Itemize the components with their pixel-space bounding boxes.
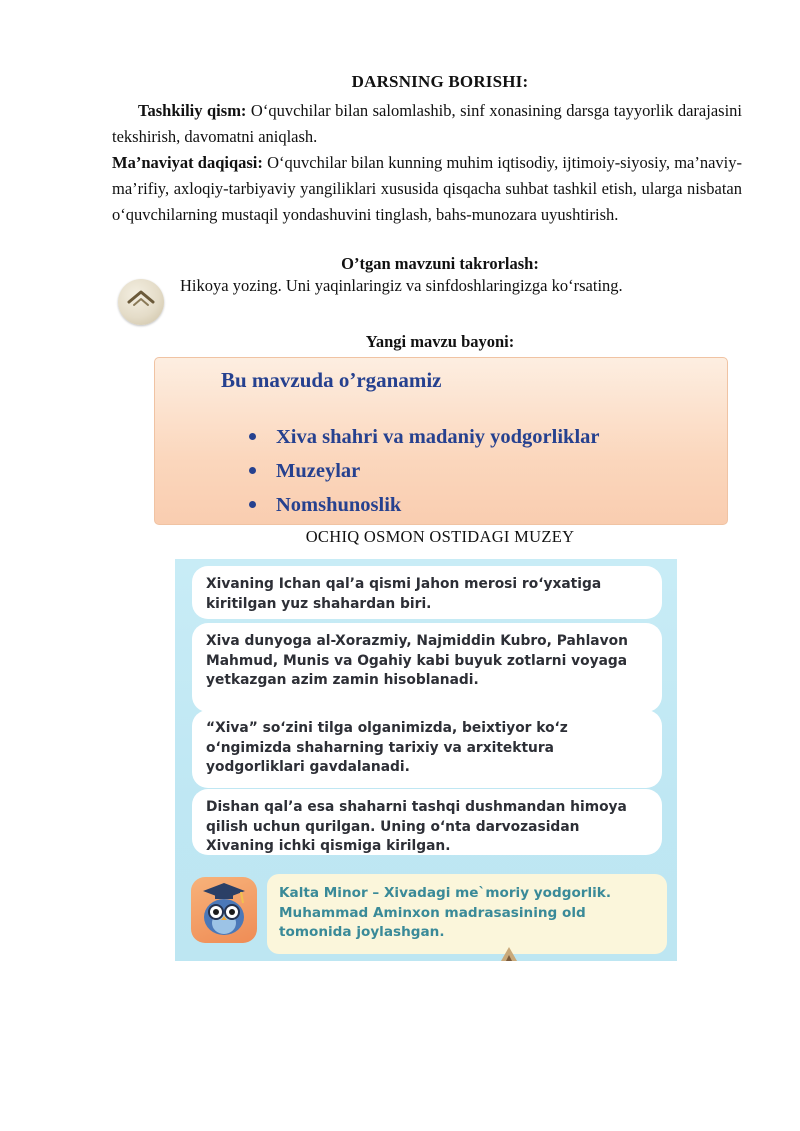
banner-item [249,490,600,524]
bullet-icon [249,433,256,440]
banner-item-label: Nomshunoslik [276,494,402,516]
banner-list [249,422,600,524]
organizational-paragraph [112,98,742,150]
review-heading: O’tgan mavzuni takrorlash: [341,254,539,273]
banner-item-label: Muzeylar [276,460,361,482]
pencil-icon [499,947,519,961]
review-task: Hikoya yozing. Uni yaqinlaringiz va sinfdoshlaringizga ko‘rsating. [180,276,623,295]
owl-icon [191,877,257,943]
banner-item-label: Xiva shahri va madaniy yodgorliklar [276,426,600,448]
khiva-illustration [175,559,677,961]
banner-title: Bu mavzuda o’rganamiz [221,368,442,392]
museum-heading: OCHIQ OSMON OSTIDAGI MUZEY [305,527,575,546]
organizational-label: Tashkiliy qism: [138,101,247,120]
new-topic-heading: Yangi mavzu bayoni: [365,332,515,351]
info-bubble: Dishan qal’a esa shaharni tashqi dushmandan himoya qilish uchun qurilgan. Uning o‘nta darvozasidan Xivaning ichki qismiga kirilgan. [192,789,662,855]
banner-item [249,422,600,456]
graduation-cap-icon [118,279,164,325]
bullet-icon [249,467,256,474]
info-bubble: Xiva dunyoga al-Xorazmiy, Najmiddin Kubro, Pahlavon Mahmud, Munis va Ogahiy kabi buyuk zotlarni voyaga yetkazgan azim zamin hisoblanadi. [192,623,662,712]
info-bubble: “Xiva” so‘zini tilga olganimizda, beixtiyor ko‘z o‘ngimizda shaharning tarixiy va arxitektura yodgorliklari gavdalanadi. [192,710,662,788]
spiritual-paragraph [112,150,742,228]
spiritual-label: Ma’naviyat daqiqasi: [112,153,263,172]
bullet-icon [249,501,256,508]
topic-banner [154,357,728,525]
banner-item [249,456,600,490]
lesson-heading: DARSNING BORISHI: [351,72,529,91]
kalta-minor-note: Kalta Minor – Xivadagi me`moriy yodgorlik. Muhammad Aminxon madrasasining old tomonida joylashgan. [267,874,667,954]
organizational-text: O‘quvchilar bilan salomlashib, sinf xonasining darsga tayyorlik darajasini tekshirish, davomatni aniqlash. [112,101,742,146]
spiritual-text: O‘quvchilar bilan kunning muhim iqtisodiy, ijtimoiy-siyosiy, ma’naviy-ma’rifiy, axloqiy-tarbiyaviy yangiliklari xususida qisqacha suhbat tashkil etish, ularga nisbatan o‘quvchilarning mustaqil yondashuvini tinglash, bahs-munozara uyushtirish. [112,153,743,224]
info-bubble: Xivaning Ichan qal’a qismi Jahon merosi ro‘yxatiga kiritilgan yuz shahardan biri. [192,566,662,619]
